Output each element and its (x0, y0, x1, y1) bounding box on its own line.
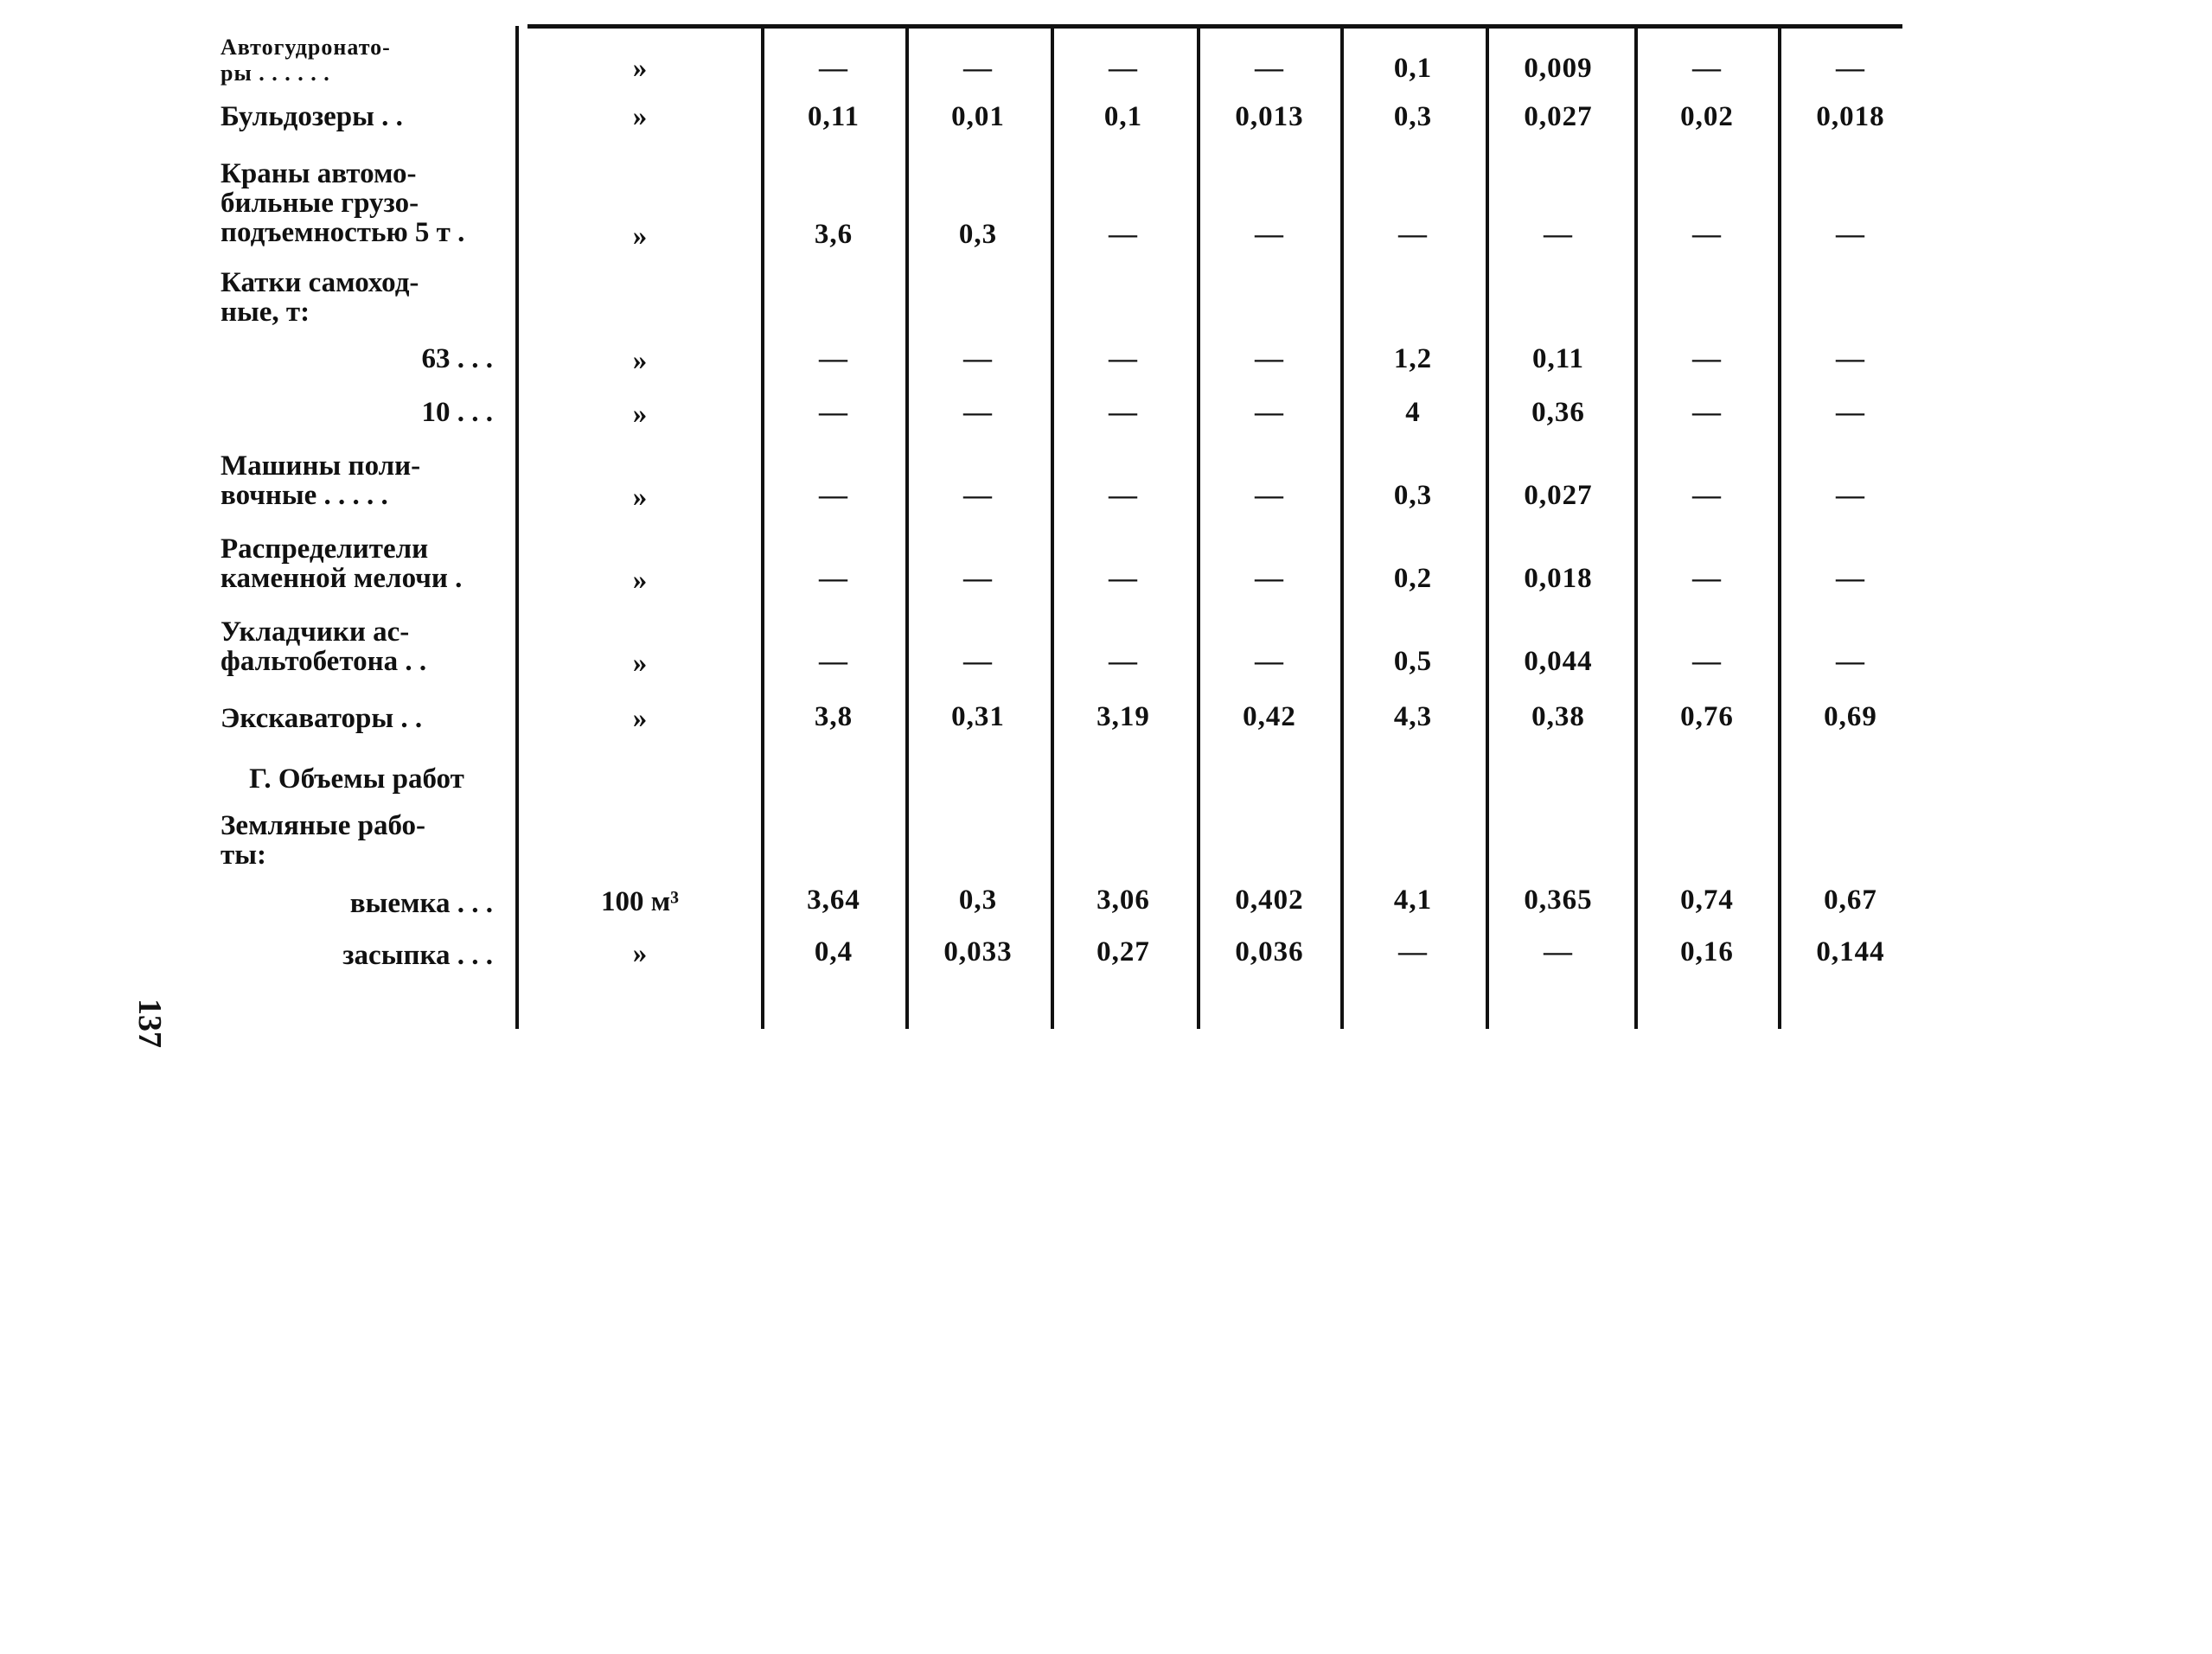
table-cell: — (1109, 53, 1138, 84)
table-cell: — (1255, 219, 1284, 250)
column-rule (1778, 26, 1781, 1029)
table-cell: — (1255, 563, 1284, 594)
table-cell: — (819, 53, 848, 84)
row-label: Автогудронато- ры . . . . . . (221, 35, 391, 86)
table-cell: 0,42 (1243, 701, 1296, 732)
table-cell: 1,2 (1393, 343, 1433, 374)
table-cell: 0,38 (1531, 701, 1585, 732)
table-cell: 0,36 (1531, 397, 1585, 428)
table-cell: — (1692, 397, 1722, 428)
row-unit: » (632, 648, 648, 679)
table-cell: — (1255, 343, 1284, 374)
table-cell: — (963, 480, 993, 511)
row-label: выемка . . . (349, 888, 493, 919)
column-rule (1634, 26, 1638, 1029)
table-top-rule (527, 24, 1902, 29)
table-cell: — (819, 397, 848, 428)
table-cell: 0,033 (943, 936, 1013, 967)
table-cell: 3,8 (814, 701, 853, 732)
column-rule (761, 26, 764, 1029)
row-unit: » (632, 101, 648, 132)
table-cell: — (819, 646, 848, 677)
table-cell: 0,1 (1103, 101, 1143, 132)
table-cell: 0,16 (1680, 936, 1734, 967)
table-cell: — (1692, 646, 1722, 677)
table-cell: — (1255, 480, 1284, 511)
table-cell: 0,11 (1532, 343, 1584, 374)
table-cell: — (963, 397, 993, 428)
table-cell: — (1692, 219, 1722, 250)
table-cell: — (1109, 646, 1138, 677)
row-unit: » (632, 482, 648, 513)
table-cell: 0,009 (1524, 53, 1593, 84)
column-rule (1051, 26, 1054, 1029)
row-label: 63 . . . (421, 343, 493, 374)
table-cell: — (963, 53, 993, 84)
table-cell: 0,013 (1235, 101, 1304, 132)
table-cell: — (1255, 53, 1284, 84)
table-cell: — (1398, 219, 1428, 250)
table-cell: 3,06 (1096, 884, 1150, 916)
row-unit: » (632, 565, 648, 596)
table-cell: — (1109, 343, 1138, 374)
row-label: засыпка . . . (342, 940, 493, 971)
table-cell: — (1836, 480, 1865, 511)
table-cell: — (1836, 219, 1865, 250)
row-label: Краны автомо- бильные грузо- подъемностью 5 т . (221, 158, 465, 248)
table-cell: — (1836, 397, 1865, 428)
table-cell: — (1836, 646, 1865, 677)
table-cell: 0,27 (1096, 936, 1150, 967)
row-label: Земляные рабо- ты: (221, 810, 425, 871)
table-cell: 3,19 (1096, 701, 1150, 732)
row-label: Машины поли- вочные . . . . . (221, 450, 421, 511)
table-cell: 3,6 (814, 219, 853, 250)
column-rule (1197, 26, 1200, 1029)
table-cell: 0,027 (1524, 480, 1593, 511)
table-cell: 4,3 (1393, 701, 1433, 732)
table-cell: 0,74 (1680, 884, 1734, 916)
table-cell: 0,402 (1235, 884, 1304, 916)
table-cell: — (819, 480, 848, 511)
table-cell: — (1544, 936, 1573, 967)
table-cell: — (963, 563, 993, 594)
table-cell: — (1692, 480, 1722, 511)
table-cell: — (1255, 646, 1284, 677)
table-cell: — (819, 563, 848, 594)
row-label: Укладчики ас- фальтобетона . . (221, 616, 427, 677)
table-cell: 0,11 (808, 101, 860, 132)
table-cell: 0,036 (1235, 936, 1304, 967)
table-cell: 0,144 (1816, 936, 1885, 967)
table-cell: — (819, 343, 848, 374)
section-heading: Г. Объемы работ (249, 763, 464, 795)
table-cell: 0,67 (1824, 884, 1877, 916)
table-cell: 0,3 (958, 219, 998, 250)
column-rule (905, 26, 909, 1029)
table-cell: 0,044 (1524, 646, 1593, 677)
row-unit: » (632, 399, 648, 430)
table-cell: — (1836, 343, 1865, 374)
table-cell: — (1109, 397, 1138, 428)
table-cell: 0,69 (1824, 701, 1877, 732)
table-cell: 0,3 (1393, 101, 1433, 132)
table-cell: 0,31 (951, 701, 1005, 732)
row-label: Распределители каменной мелочи . (221, 533, 463, 594)
table-cell: 0,018 (1524, 563, 1593, 594)
table-cell: 0,018 (1816, 101, 1885, 132)
table-cell: — (1692, 343, 1722, 374)
row-unit: » (632, 345, 648, 376)
row-unit: » (632, 703, 648, 734)
table-cell: — (1109, 480, 1138, 511)
table-cell: 0,365 (1524, 884, 1593, 916)
column-rule (1486, 26, 1489, 1029)
table-cell: — (1692, 563, 1722, 594)
table-cell: 0,3 (1393, 480, 1433, 511)
table-cell: 0,02 (1680, 101, 1734, 132)
row-unit: 100 м³ (600, 886, 680, 917)
row-label: Бульдозеры . . (221, 101, 403, 132)
table-cell: 0,4 (814, 936, 853, 967)
table-cell: 4,1 (1393, 884, 1433, 916)
table-cell: — (1255, 397, 1284, 428)
page-number: 137 (131, 999, 168, 1048)
row-label: 10 . . . (421, 397, 493, 428)
table-cell: — (1836, 53, 1865, 84)
table-cell: — (1836, 563, 1865, 594)
table-cell: 4 (1405, 397, 1421, 428)
column-rule (1340, 26, 1344, 1029)
column-rule (515, 26, 519, 1029)
table-cell: — (1692, 53, 1722, 84)
table-cell: 0,2 (1393, 563, 1433, 594)
table-cell: 0,76 (1680, 701, 1734, 732)
row-unit: » (632, 53, 648, 84)
table-cell: 0,1 (1393, 53, 1433, 84)
table-cell: 0,3 (958, 884, 998, 916)
table-cell: — (963, 343, 993, 374)
table-cell: — (1544, 219, 1573, 250)
row-unit: » (632, 220, 648, 252)
table-cell: — (1398, 936, 1428, 967)
table-cell: — (1109, 219, 1138, 250)
table-cell: — (963, 646, 993, 677)
row-label: Экскаваторы . . (221, 703, 423, 734)
table-cell: 0,5 (1393, 646, 1433, 677)
row-label: Катки самоход- ные, т: (221, 267, 419, 328)
row-unit: » (632, 938, 648, 969)
table-cell: — (1109, 563, 1138, 594)
table-cell: 0,027 (1524, 101, 1593, 132)
table-cell: 3,64 (807, 884, 860, 916)
table-cell: 0,01 (951, 101, 1005, 132)
